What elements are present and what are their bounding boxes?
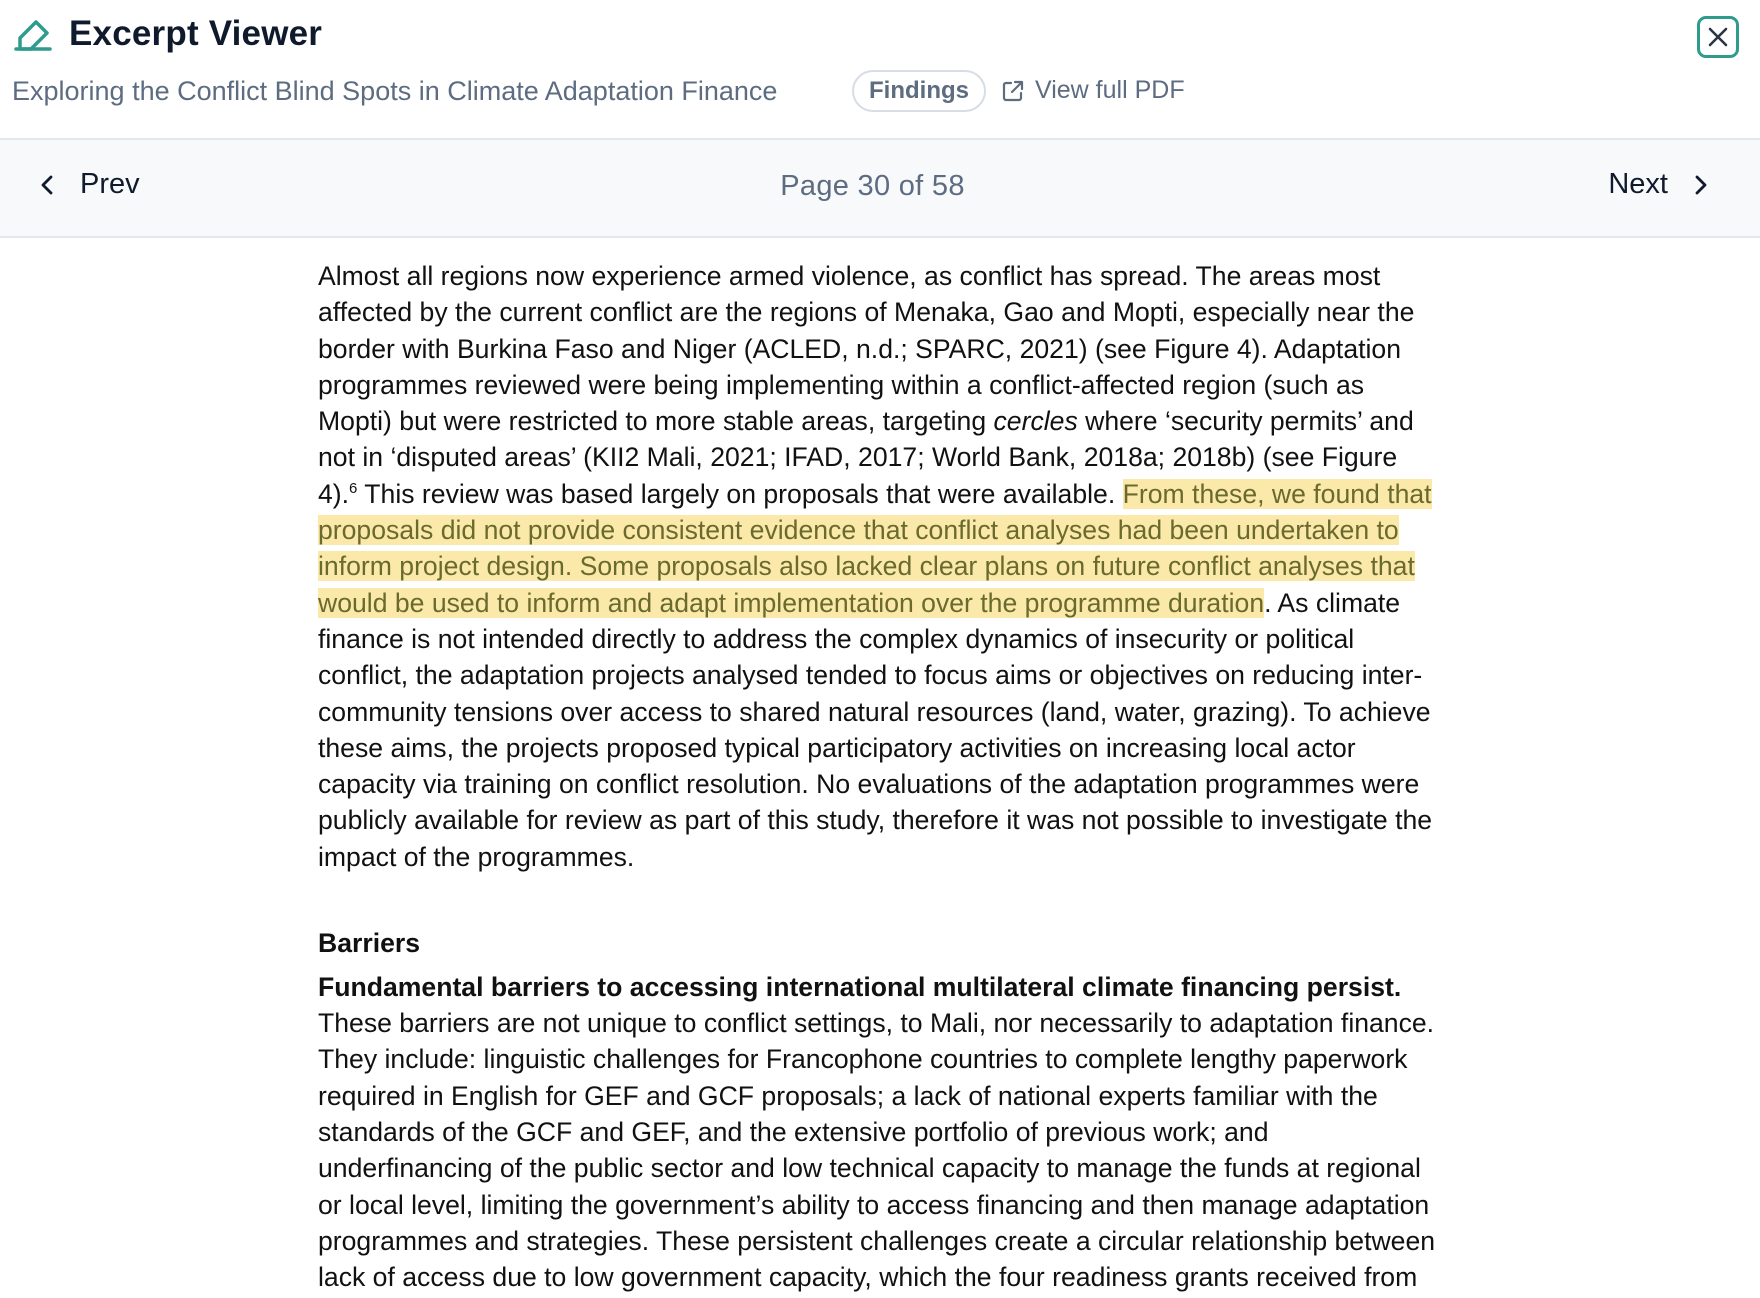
paragraph-text: where ‘security permits’ and not in ‘disputed areas’ (KII2 Mali, 2021; IFAD, 2017; World Bank, 2018a; 2018b) (see Figure 4). bbox=[318, 406, 1414, 509]
excerpt-paragraph: These barriers are not unique to conflict settings, to Mali, nor necessarily to adaptation finance. They include: linguistic challenges for Francophone countries to complete lengthy paperwork required in English for GEF and GCF proposals; a lack of national experts familiar with the standards of the GCF and GEF, and the extensive portfolio of previous work; and underfinancing of the public sector and low technical capacity to manage the funds at regional or local level, limiting the government’s ability to access financing and then manage adaptation programmes and strategies. These persistent challenges create a circular relationship between lack of access due to low government capacity, which the four readiness grants received from bbox=[318, 1008, 1436, 1293]
bold-subheading: Fundamental barriers to accessing international multilateral climate financing persist. bbox=[318, 972, 1402, 1003]
paragraph-text: Almost all regions now experience armed violence, as conflict has spread. The areas most affected by the current conflict are the regions of Menaka, Gao and Mopti, especially near the border with Burkina Faso and Niger (ACLED, n.d.; SPARC, 2021) (see Figure 4). Adaptation programmes reviewed were being implementing within a conflict-affected region (such as Mopti) but were restricted to more stable areas, targeting bbox=[318, 261, 1415, 437]
view-full-pdf-label: View full PDF bbox=[1035, 76, 1185, 104]
page-indicator: Page 30 of 58 bbox=[780, 170, 965, 202]
paragraph-text: This review was based largely on proposals that were available. bbox=[357, 478, 1123, 509]
page-navigation-bar bbox=[0, 140, 1760, 238]
viewer-header bbox=[0, 0, 1760, 140]
next-label: Next bbox=[1608, 168, 1668, 200]
italic-term: cercles bbox=[993, 406, 1078, 437]
prev-label: Prev bbox=[80, 168, 140, 200]
section-badge: Findings bbox=[852, 70, 986, 112]
paragraph-text: . As climate finance is not intended directly to address the complex dynamics of insecurity or political conflict, the adaptation projects analysed tended to focus aims or objectives on reducing inter-community tensions over access to shared natural resources (land, water, grazing). To achieve these aims, the projects proposed typical participatory activities on increasing local actor capacity via training on conflict resolution. No evaluations of the adaptation programmes were publicly available for review as part of this study, therefore it was not possible to investigate the impact of the programmes. bbox=[318, 587, 1433, 872]
view-full-pdf-link[interactable] bbox=[1001, 76, 1185, 105]
section-heading: Barriers bbox=[318, 928, 421, 959]
next-button[interactable] bbox=[1608, 168, 1712, 201]
close-button[interactable] bbox=[1697, 16, 1739, 58]
excerpt-paragraph bbox=[318, 258, 1438, 875]
viewer-title: Excerpt Viewer bbox=[69, 14, 323, 53]
external-link-icon bbox=[1001, 79, 1025, 103]
highlighted-excerpt: From these, we found that proposals did not provide consistent evidence that conflict analyses had been undertaken to inform project design. Some proposals also lacked clear plans on future conflict analyses that would be used to inform and adapt implementation over the programme duration bbox=[318, 478, 1432, 618]
excerpt-content bbox=[318, 258, 1438, 1295]
signature-pen-icon bbox=[14, 18, 52, 52]
chevron-right-icon bbox=[1688, 173, 1712, 197]
document-title: Exploring the Conflict Blind Spots in Climate Adaptation Finance bbox=[12, 76, 778, 106]
footnote-marker: 6 bbox=[349, 479, 358, 497]
close-icon bbox=[1707, 26, 1729, 48]
